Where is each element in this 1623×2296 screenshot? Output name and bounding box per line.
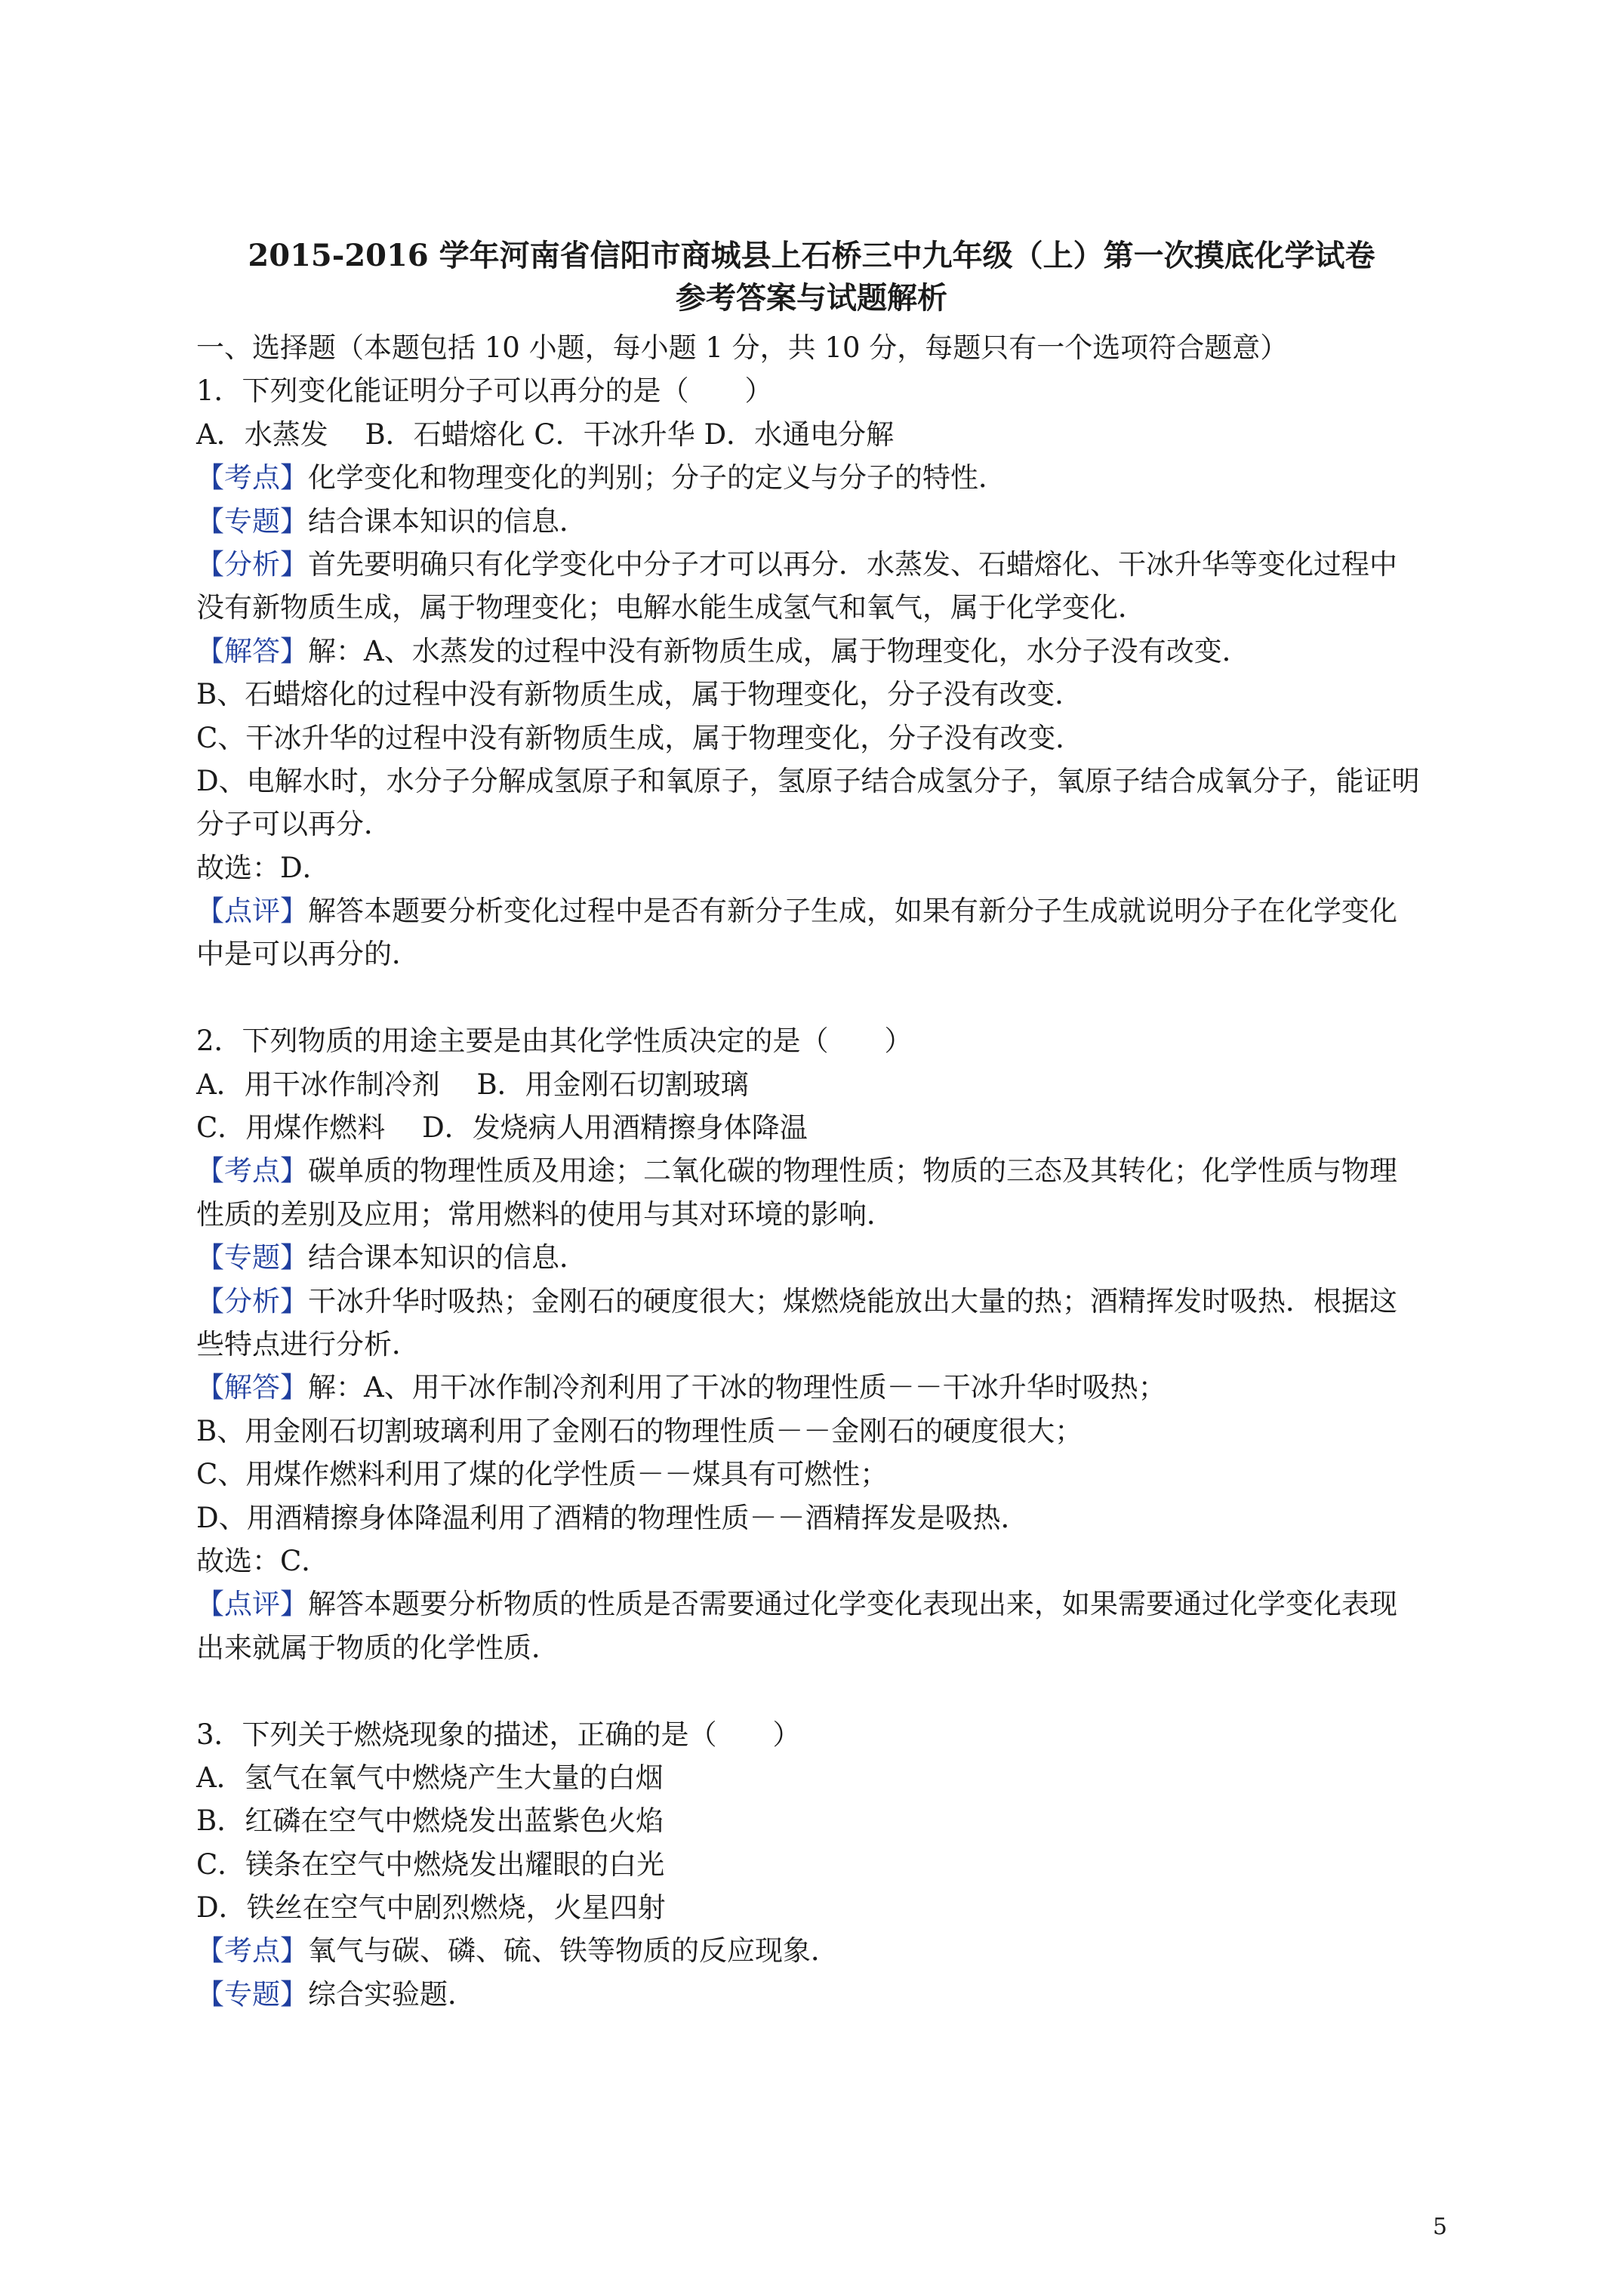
jieda-tag: 【解答】 (196, 1371, 308, 1404)
kaodian-text: 性质的差别及应用；常用燃料的使用与其对环境的影响． (196, 1197, 895, 1231)
kaodian-text: 碳单质的物理性质及用途；二氧化碳的物理性质；物质的三态及其转化；化学性质与物理 (308, 1154, 1397, 1188)
jieda-line (196, 803, 1449, 846)
jieda-text: 分子可以再分． (196, 808, 392, 841)
kaodian-line (196, 1149, 1449, 1192)
fenxi-line (196, 586, 1449, 629)
page-number: 5 (1433, 2214, 1448, 2240)
question-block (196, 369, 1449, 975)
fenxi-tag: 【分析】 (196, 1284, 308, 1318)
dianping-text: 解答本题要分析变化过程中是否有新分子生成，如果有新分子生成就说明分子在化学变化 (308, 895, 1397, 928)
jieda-line (196, 630, 1449, 673)
question-block (196, 1019, 1449, 1669)
kaodian-line (196, 1929, 1449, 1972)
fenxi-text: 首先要明确只有化学变化中分子才可以再分．水蒸发、石蜡熔化、干冰升华等变化过程中 (308, 547, 1397, 581)
jieda-text: 故选：D． (196, 851, 331, 884)
kaodian-text: 氧气与碳、磷、硫、铁等物质的反应现象． (308, 1934, 839, 1968)
question-stem: 2．下列物质的用途主要是由其化学性质决定的是（ ） (196, 1025, 913, 1058)
zhuanti-line (196, 1973, 1449, 2016)
zhuanti-text: 结合课本知识的信息． (308, 504, 587, 538)
jieda-tag: 【解答】 (196, 634, 308, 667)
jieda-text: B、石蜡熔化的过程中没有新物质生成，属于物理变化，分子没有改变． (196, 678, 1083, 711)
question-options: B．红磷在空气中燃烧发出蓝紫色火焰 (196, 1804, 664, 1838)
dianping-line (196, 1626, 1449, 1669)
fenxi-text: 干冰升华时吸热；金刚石的硬度很大；煤燃烧能放出大量的热；酒精挥发时吸热．根据这 (308, 1284, 1397, 1318)
jieda-line (196, 1496, 1449, 1539)
zhuanti-line (196, 1236, 1449, 1279)
dianping-line (196, 1583, 1449, 1626)
fenxi-tag: 【分析】 (196, 547, 308, 581)
question-options: A．用干冰作制冷剂 B．用金刚石切割玻璃 (196, 1068, 749, 1101)
dianping-text: 中是可以再分的． (196, 938, 420, 971)
question-spacer (196, 1669, 1449, 1712)
zhuanti-text: 综合实验题． (308, 1977, 476, 2011)
document-title: 2015-2016 学年河南省信阳市商城县上石桥三中九年级（上）第一次摸底化学试卷 (248, 238, 1375, 273)
question-stem: 3．下列关于燃烧现象的描述，正确的是（ ） (196, 1718, 801, 1751)
kaodian-text: 化学变化和物理变化的判别；分子的定义与分子的特性． (308, 461, 1006, 495)
question-options: A．氢气在氧气中燃烧产生大量的白烟 (196, 1761, 664, 1794)
dianping-text: 解答本题要分析物质的性质是否需要通过化学变化表现出来，如果需要通过化学变化表现 (308, 1588, 1397, 1621)
jieda-text: C、用煤作燃料利用了煤的化学性质－－煤具有可燃性； (196, 1458, 888, 1491)
jieda-text: D、电解水时，水分子分解成氢原子和氧原子，氢原子结合成氢分子，氧原子结合成氧分子，能证明 (196, 764, 1420, 797)
jieda-line (196, 1410, 1449, 1453)
dianping-tag: 【点评】 (196, 895, 308, 928)
question-options: A．水蒸发 B．石蜡熔化 C．干冰升华 D．水通电分解 (196, 418, 895, 451)
question-block (196, 1713, 1449, 2017)
document-subtitle: 参考答案与试题解析 (676, 280, 947, 316)
kaodian-tag: 【考点】 (196, 461, 308, 495)
jieda-line (196, 1366, 1449, 1409)
jieda-line (196, 717, 1449, 760)
kaodian-line (196, 456, 1449, 499)
jieda-line (196, 760, 1449, 803)
content-body (196, 326, 1449, 2016)
kaodian-tag: 【考点】 (196, 1154, 308, 1188)
question-stem: 1．下列变化能证明分子可以再分的是（ ） (196, 374, 773, 408)
fenxi-line (196, 1280, 1449, 1323)
zhuanti-tag: 【专题】 (196, 1241, 308, 1274)
kaodian-tag: 【考点】 (196, 1934, 308, 1968)
section-title: 一、选择题（本题包括 10 小题，每小题 1 分，共 10 分，每题只有一个选项符合题意） (196, 331, 1289, 364)
jieda-line (196, 1539, 1449, 1583)
jieda-text: 解：A、水蒸发的过程中没有新物质生成，属于物理变化，水分子没有改变． (308, 634, 1250, 667)
dianping-text: 出来就属于物质的化学性质． (196, 1631, 559, 1664)
fenxi-line (196, 1323, 1449, 1366)
question-options: C．用煤作燃料 D．发烧病人用酒精擦身体降温 (196, 1111, 808, 1145)
dianping-line (196, 932, 1449, 975)
question-spacer (196, 976, 1449, 1019)
jieda-line (196, 1453, 1449, 1496)
fenxi-text: 些特点进行分析． (196, 1327, 420, 1361)
question-options: D．铁丝在空气中剧烈燃烧，火星四射 (196, 1891, 666, 1925)
zhuanti-text: 结合课本知识的信息． (308, 1241, 587, 1274)
question-options: C．镁条在空气中燃烧发出耀眼的白光 (196, 1848, 665, 1881)
zhuanti-tag: 【专题】 (196, 504, 308, 538)
jieda-text: 故选：C． (196, 1544, 330, 1577)
fenxi-line (196, 543, 1449, 586)
dianping-line (196, 889, 1449, 932)
fenxi-text: 没有新物质生成，属于物理变化；电解水能生成氢气和氧气，属于化学变化． (196, 591, 1146, 624)
jieda-line (196, 846, 1449, 889)
zhuanti-tag: 【专题】 (196, 1977, 308, 2011)
kaodian-line (196, 1193, 1449, 1236)
jieda-text: B、用金刚石切割玻璃利用了金刚石的物理性质－－金刚石的硬度很大； (196, 1414, 1083, 1447)
jieda-text: D、用酒精擦身体降温利用了酒精的物理性质－－酒精挥发是吸热． (196, 1501, 1029, 1534)
zhuanti-line (196, 500, 1449, 543)
dianping-tag: 【点评】 (196, 1588, 308, 1621)
question-list (196, 369, 1449, 2016)
jieda-text: C、干冰升华的过程中没有新物质生成，属于物理变化，分子没有改变． (196, 721, 1084, 754)
jieda-text: 解：A、用干冰作制冷剂利用了干冰的物理性质－－干冰升华时吸热； (308, 1371, 1166, 1404)
jieda-line (196, 673, 1449, 716)
